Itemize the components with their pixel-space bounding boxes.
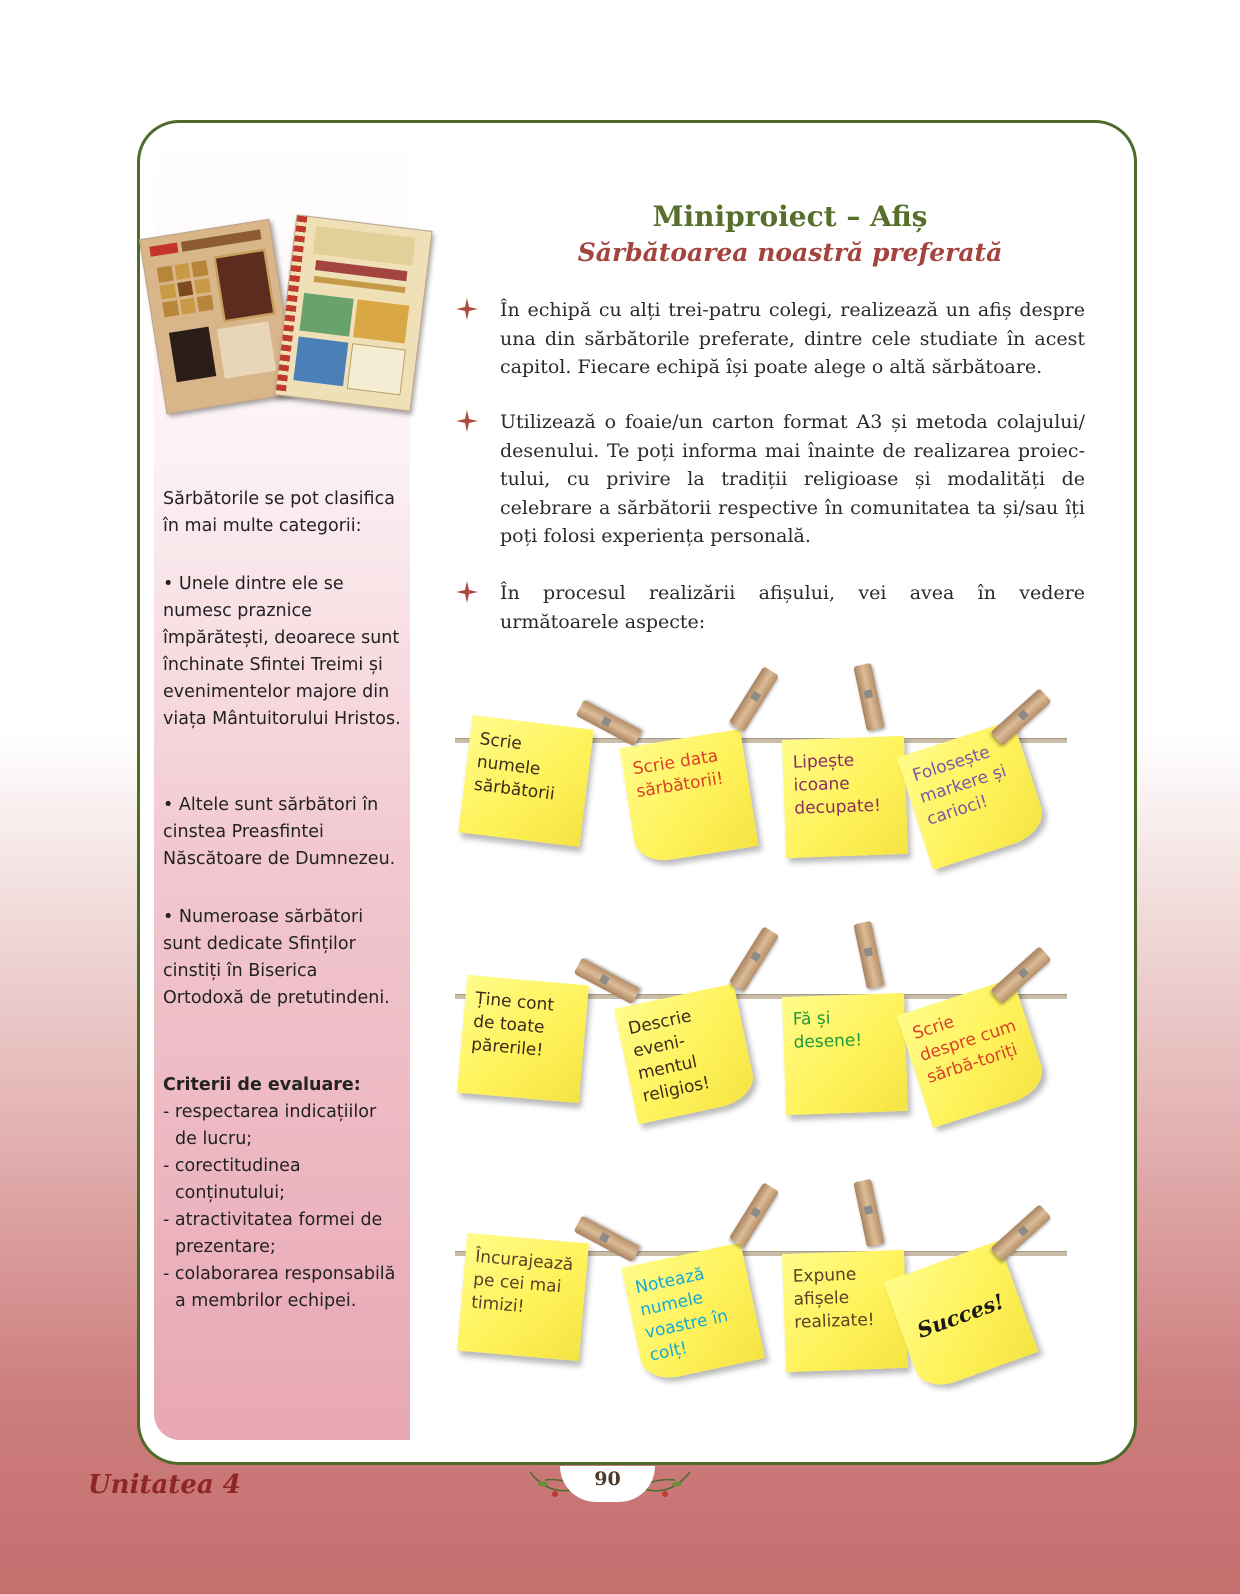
note-text: Expune afișele realizate! (792, 1264, 875, 1333)
note-text: Descrie eveni-mentul religios! (626, 1006, 712, 1107)
note-text: Succes! (913, 1288, 1008, 1343)
page-title: Miniproiect – Afiș (652, 200, 928, 233)
sidebar-intro (163, 486, 403, 540)
criteria-item: - colaborarea responsabilă a membrilor echipei. (163, 1264, 396, 1311)
criteria-item: - corectitudinea conținutului; (163, 1156, 301, 1203)
instruction-3 (500, 579, 1085, 636)
evaluation-criteria: Criterii de evaluare: - respectarea indicațiilor de lucru; - corectitudinea conținutului; - atractivitatea formei de prezentare; - colaborarea responsabilă a membrilor echipei. (163, 1072, 403, 1315)
sticky-note (458, 715, 593, 847)
note-text: Ține cont de toate părerile! (470, 988, 555, 1061)
note-text: Fă și desene! (792, 1008, 863, 1053)
star-bullet-icon (455, 297, 479, 321)
criteria-title: Criterii de evaluare (163, 1075, 354, 1095)
note-text: Lipește icoane decupate! (792, 750, 882, 819)
note-text: Notează numele voastre în colț! (633, 1264, 730, 1366)
poster-left (139, 219, 297, 414)
sidebar-item-1 (163, 571, 403, 733)
instruction-text: Utilizează o foaie/un carton format A3 și metoda colajului/ desenului. Te poți informa mai înainte de realizarea proiec-tului, cu privire la tradiții religioase și modalități de celebrare a sărbătorii respective în comunitatea ta și/sau îți poți folosi experiența personală. (500, 411, 1085, 547)
unit-label: Unitatea 4 (88, 1470, 241, 1500)
note-text: Scrie data sărbătorii! (631, 746, 725, 803)
star-bullet-icon (455, 580, 479, 604)
page-number: 90 (560, 1466, 655, 1502)
sticky-note (457, 975, 589, 1103)
note-text: Încurajează pe cei mai timizi! (470, 1246, 575, 1318)
instruction-2 (500, 408, 1085, 551)
instruction-text: În procesul realizării afișului, vei avea în vedere următoarele aspecte: (500, 582, 1085, 633)
note-text: Scrie despre cum sărbă-toriți (910, 1011, 1020, 1088)
sticky-note (782, 1250, 908, 1372)
criteria-list (163, 1099, 403, 1315)
star-bullet-icon (455, 409, 479, 433)
criteria-item: - atractivitatea formei de prezentare; (163, 1210, 383, 1257)
sidebar-item-2 (163, 792, 403, 873)
sticky-note (782, 736, 908, 858)
sticky-note (782, 993, 908, 1115)
sidebar-item-text: • Unele dintre ele se numesc praznice împărătești, deoarece sunt închinate Sfintei Treimi și evenimentelor majore din viața Mântuitorului Hristos. (163, 574, 401, 729)
sidebar-item-text: • Altele sunt sărbători în cinstea Preasfintei Născătoare de Dumnezeu. (163, 795, 396, 869)
sidebar-item-text: • Numeroase sărbători sunt dedicate Sfinților cinstiți în Biserica Ortodoxă de pretutindeni. (163, 907, 390, 1008)
sidebar-intro-text: Sărbătorile se pot clasifica în mai multe categorii: (163, 489, 395, 536)
poster-right (274, 214, 432, 411)
note-text: Scrie numele sărbătorii (472, 729, 556, 805)
sticky-note (457, 1233, 589, 1361)
sticky-note (620, 729, 759, 865)
sticky-note (621, 1243, 765, 1384)
criteria-item: - respectarea indicațiilor de lucru; (163, 1102, 377, 1149)
page-subtitle: Sărbătoarea noastră preferată (577, 238, 1003, 267)
instruction-text: În echipă cu alți trei-patru colegi, realizează un afiș despre una din sărbătorile preferate, dintre cele studiate în acest capitol. Fiecare echipă își poate alege o altă sărbătoare. (500, 299, 1085, 378)
sidebar-item-3 (163, 904, 403, 1012)
instruction-1 (500, 296, 1085, 382)
note-text: Folosește markere și carioci! (910, 742, 1009, 830)
